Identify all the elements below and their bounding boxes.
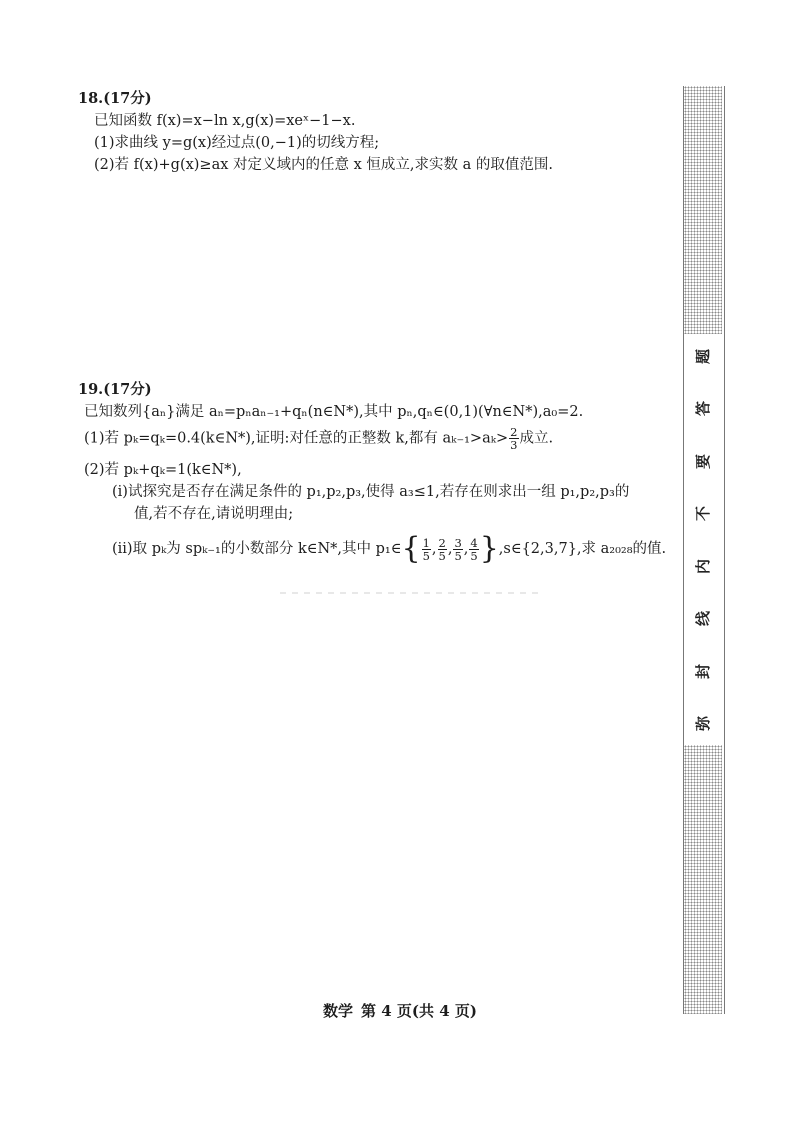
question-19-part-1 <box>84 426 553 451</box>
page-footer <box>0 1000 800 1021</box>
fraction-numerator: 2 <box>510 425 518 439</box>
seal-char: 要 <box>694 453 713 469</box>
set-fraction <box>469 537 478 562</box>
fraction-denominator: 5 <box>454 548 462 563</box>
fraction-denominator: 5 <box>422 548 430 563</box>
question-19-sub-i-line-2: 值,若不存在,请说明理由; <box>134 506 294 522</box>
question-18-stem: 已知函数 f(x)=x−ln x,g(x)=xeˣ−1−x. <box>94 113 356 129</box>
fraction-numerator: 1 <box>422 535 430 550</box>
fraction-numerator: 3 <box>454 535 462 550</box>
fraction-two-thirds <box>509 426 518 451</box>
p1-value-set: { $\frac{1}{5}$ , $\frac{2}{5}$ , $\frac{3}{5}$ , $\frac{4}{5}$ } <box>401 531 499 566</box>
seal-strip-dots-top <box>684 86 722 334</box>
fraction-denominator: 3 <box>510 438 518 452</box>
seal-char: 题 <box>694 348 713 365</box>
set-fraction <box>438 537 447 562</box>
footer-page-number: 第 4 页(共 4 页) <box>361 1002 477 1020</box>
seal-char: 封 <box>694 663 713 679</box>
fraction-denominator: 5 <box>470 548 478 563</box>
footer-subject: 数学 <box>323 1002 354 1020</box>
fraction-numerator: 4 <box>470 535 478 550</box>
question-19-stem: 已知数列{aₙ}满足 aₙ=pₙaₙ₋₁+qₙ(n∈N*),其中 pₙ,qₙ∈(0,1)(∀n∈N*),a₀=2. <box>84 404 584 420</box>
question-19-part-1-tail: 成立. <box>519 430 554 447</box>
seal-char: 内 <box>694 558 713 574</box>
set-fraction <box>422 537 431 562</box>
seal-warning-text <box>690 340 716 740</box>
fraction-denominator: 5 <box>438 548 446 563</box>
seal-char: 答 <box>694 401 713 417</box>
question-18-part-2: (2)若 f(x)+g(x)≥ax 对定义域内的任意 x 恒成立,求实数 a 的取值范围. <box>94 157 553 173</box>
question-19-sub-ii-text: (ⅱ)取 pₖ为 spₖ₋₁的小数部分 k∈N*,其中 p₁∈ <box>112 541 402 557</box>
question-19-part-2: (2)若 pₖ+qₖ=1(k∈N*), <box>84 462 242 478</box>
question-19-sub-i-line-1: (ⅰ)试探究是否存在满足条件的 p₁,p₂,p₃,使得 a₃≤1,若存在则求出一组 p₁,p₂,p₃的 <box>112 484 630 500</box>
question-19-sub-ii-tail: ,s∈{2,3,7},求 a₂₀₂₈的值. <box>498 541 667 557</box>
seal-char: 弥 <box>694 715 713 731</box>
question-18-part-1: (1)求曲线 y=g(x)经过点(0,−1)的切线方程; <box>94 135 380 151</box>
seal-char: 不 <box>694 506 713 522</box>
seal-strip-dots-bottom <box>684 745 722 1014</box>
scan-artifact <box>280 592 540 594</box>
seal-char: 线 <box>694 611 713 627</box>
question-19-sub-ii <box>112 531 667 566</box>
question-19-header: 19.(17分) <box>78 381 152 398</box>
fraction-numerator: 2 <box>438 535 446 550</box>
question-18-header: 18.(17分) <box>78 90 152 107</box>
left-brace-glyph: { <box>401 531 421 566</box>
right-brace-glyph: } <box>479 531 499 566</box>
question-19-part-1-text: (1)若 pₖ=qₖ=0.4(k∈N*),证明:对任意的正整数 k,都有 aₖ₋₁>aₖ> <box>84 430 509 447</box>
set-fraction <box>453 537 462 562</box>
